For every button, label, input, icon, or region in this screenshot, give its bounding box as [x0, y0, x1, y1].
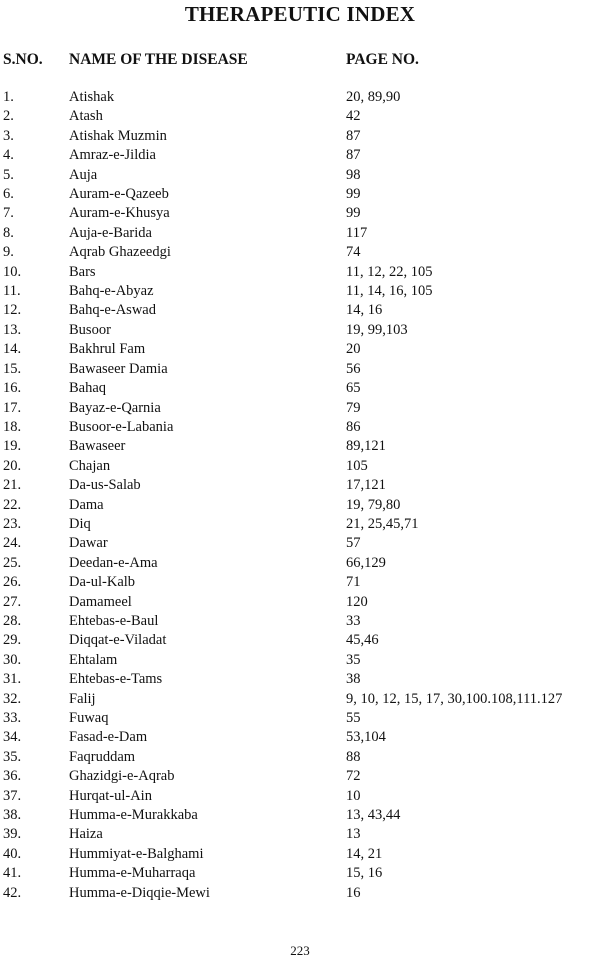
disease-name: Auram-e-Khusya: [69, 205, 170, 222]
serial-number: 38.: [3, 807, 22, 824]
serial-number: 3.: [3, 127, 14, 144]
index-row: [0, 185, 600, 204]
serial-number: 35.: [3, 748, 22, 765]
serial-number: 2.: [3, 108, 14, 125]
page-references: 99: [346, 205, 361, 222]
page-references: 89,121: [346, 438, 386, 455]
serial-number: 16.: [3, 380, 22, 397]
index-row: [0, 301, 600, 320]
disease-name: Falij: [69, 690, 96, 707]
page-references: 16: [346, 884, 361, 901]
index-row: [0, 166, 600, 185]
page-references: 56: [346, 360, 361, 377]
index-row: [0, 282, 600, 301]
page-references: 66,129: [346, 554, 386, 571]
disease-name: Fuwaq: [69, 710, 109, 726]
serial-number: 15.: [3, 360, 22, 377]
disease-name: Busoor-e-Labania: [69, 418, 174, 435]
page-references: 20, 89,90: [346, 89, 401, 105]
page-references: 79: [346, 399, 361, 416]
disease-name: Diqqat-e-Viladat: [69, 632, 167, 649]
serial-number: 18.: [3, 418, 22, 435]
index-row: [0, 418, 600, 437]
serial-number: 17.: [3, 399, 22, 416]
page-references: 9, 10, 12, 15, 17, 30,100.108,111.127: [346, 690, 563, 707]
disease-name: Humma-e-Murakkaba: [69, 807, 198, 824]
disease-name: Humma-e-Muharraqa: [69, 865, 196, 882]
index-row: [0, 884, 600, 903]
index-row: [0, 243, 600, 262]
disease-name: Auja-e-Barida: [69, 224, 152, 241]
page-references: 99: [346, 186, 361, 203]
index-row: [0, 845, 600, 864]
index-row: [0, 457, 600, 476]
page-references: 57: [346, 535, 361, 552]
page-references: 10: [346, 787, 361, 804]
index-row: [0, 107, 600, 126]
disease-name: Ehtalam: [69, 651, 118, 668]
serial-number: 22.: [3, 496, 22, 513]
index-row: [0, 360, 600, 379]
index-row: [0, 476, 600, 495]
serial-number: 26.: [3, 574, 22, 591]
index-row: [0, 437, 600, 456]
page-references: 15, 16: [346, 865, 383, 882]
index-row: [0, 379, 600, 398]
index-row: [0, 263, 600, 282]
table-header: [0, 51, 600, 69]
serial-number: 11.: [3, 283, 21, 300]
serial-number: 27.: [3, 593, 22, 610]
disease-name: Auja: [69, 166, 98, 183]
page-references: 45,46: [346, 632, 379, 649]
serial-number: 42.: [3, 884, 22, 901]
sno-header: S.NO.: [3, 51, 43, 68]
page-title: THERAPEUTIC INDEX: [184, 2, 416, 26]
serial-number: 7.: [3, 205, 14, 222]
page-references: 74: [346, 244, 361, 261]
index-row: [0, 593, 600, 612]
index-row: [0, 690, 600, 709]
serial-number: 24.: [3, 535, 22, 552]
index-row: [0, 554, 600, 573]
disease-name: Ghazidgi-e-Aqrab: [69, 768, 175, 785]
page-references: 13, 43,44: [346, 807, 401, 824]
serial-number: 4.: [3, 147, 14, 164]
index-row: [0, 651, 600, 670]
index-row: [0, 340, 600, 359]
serial-number: 32.: [3, 690, 22, 707]
disease-name: Chajan: [69, 457, 111, 474]
index-row: [0, 399, 600, 418]
index-row: [0, 728, 600, 747]
serial-number: 33.: [3, 710, 22, 726]
serial-number: 25.: [3, 554, 22, 571]
index-row: [0, 806, 600, 825]
page-references: 17,121: [346, 477, 386, 494]
page-references: 117: [346, 224, 368, 241]
page-footer-number: 223: [290, 943, 310, 958]
page-references: 20: [346, 341, 361, 358]
disease-name-header: NAME OF THE DISEASE: [69, 51, 248, 68]
page-references: 11, 14, 16, 105: [346, 283, 433, 300]
disease-name: Da-ul-Kalb: [69, 574, 136, 591]
index-row: [0, 224, 600, 243]
disease-name: Atishak: [69, 89, 115, 105]
page-references: 65: [346, 380, 361, 397]
disease-name: Busoor: [69, 321, 111, 338]
serial-number: 14.: [3, 341, 22, 358]
page-references: 13: [346, 826, 361, 843]
page-references: 11, 12, 22, 105: [346, 263, 433, 280]
serial-number: 23.: [3, 515, 22, 532]
index-row: [0, 748, 600, 767]
disease-name: Haiza: [69, 826, 103, 843]
page-references: 38: [346, 671, 361, 688]
page-references: 19, 99,103: [346, 321, 408, 338]
disease-name: Damameel: [69, 593, 132, 610]
index-row: [0, 321, 600, 340]
page-references: 53,104: [346, 729, 386, 746]
index-row: [0, 127, 600, 146]
page-references: 33: [346, 612, 361, 629]
serial-number: 6.: [3, 186, 14, 203]
index-row: [0, 496, 600, 515]
disease-name: Hurqat-ul-Ain: [69, 787, 152, 804]
serial-number: 19.: [3, 438, 22, 455]
disease-name: Faqruddam: [69, 748, 136, 765]
index-row: [0, 146, 600, 165]
index-row: [0, 573, 600, 592]
serial-number: 37.: [3, 787, 22, 804]
page-references: 88: [346, 748, 361, 765]
disease-name: Atishak Muzmin: [69, 127, 167, 144]
disease-name: Diq: [69, 515, 91, 532]
index-row: [0, 670, 600, 689]
disease-name: Ehtebas-e-Baul: [69, 612, 159, 629]
disease-name: Bahaq: [69, 380, 107, 397]
disease-name: Dama: [69, 496, 104, 513]
page-references: 105: [346, 457, 368, 474]
serial-number: 41.: [3, 865, 22, 882]
serial-number: 20.: [3, 457, 22, 474]
page-references: 98: [346, 166, 361, 183]
serial-number: 29.: [3, 632, 22, 649]
index-row: [0, 612, 600, 631]
disease-name: Fasad-e-Dam: [69, 729, 148, 746]
serial-number: 30.: [3, 651, 22, 668]
page-references: 55: [346, 710, 361, 726]
index-row: [0, 631, 600, 650]
serial-number: 28.: [3, 612, 22, 629]
serial-number: 40.: [3, 845, 22, 862]
serial-number: 8.: [3, 224, 14, 241]
page-references: 86: [346, 418, 361, 435]
page-references: 87: [346, 147, 361, 164]
disease-name: Bahq-e-Aswad: [69, 302, 156, 319]
serial-number: 21.: [3, 477, 22, 494]
serial-number: 31.: [3, 671, 22, 688]
page-references: 42: [346, 108, 361, 125]
page-references: 21, 25,45,71: [346, 515, 419, 532]
disease-name: Deedan-e-Ama: [69, 554, 158, 571]
disease-name: Bakhrul Fam: [69, 341, 146, 358]
serial-number: 10.: [3, 263, 22, 280]
disease-name: Da-us-Salab: [69, 477, 141, 494]
serial-number: 13.: [3, 321, 22, 338]
disease-name: Bahq-e-Abyaz: [69, 283, 154, 300]
serial-number: 12.: [3, 302, 22, 319]
serial-number: 36.: [3, 768, 22, 785]
disease-name: Ehtebas-e-Tams: [69, 671, 163, 688]
page-references: 87: [346, 127, 361, 144]
disease-name: Auram-e-Qazeeb: [69, 186, 169, 203]
disease-name: Bayaz-e-Qarnia: [69, 399, 161, 416]
index-row: [0, 515, 600, 534]
page-number-header: PAGE NO.: [346, 51, 419, 68]
page-references: 35: [346, 651, 361, 668]
index-row: [0, 534, 600, 553]
index-row: [0, 787, 600, 806]
disease-name: Dawar: [69, 535, 108, 552]
page-references: 19, 79,80: [346, 496, 401, 513]
page-references: 120: [346, 593, 368, 610]
disease-name: Aqrab Ghazeedgi: [69, 244, 171, 261]
serial-number: 9.: [3, 244, 14, 261]
index-row: [0, 825, 600, 844]
disease-name: Hummiyat-e-Balghami: [69, 845, 204, 862]
index-row: [0, 864, 600, 883]
disease-name: Bawaseer: [69, 438, 126, 455]
index-row: [0, 88, 600, 107]
page-references: 71: [346, 574, 361, 591]
index-list: [0, 88, 600, 903]
disease-name: Amraz-e-Jildia: [69, 147, 156, 164]
disease-name: Bawaseer Damia: [69, 360, 168, 377]
disease-name: Atash: [69, 108, 103, 125]
index-row: [0, 767, 600, 786]
index-row: [0, 709, 600, 728]
page-references: 72: [346, 768, 361, 785]
serial-number: 39.: [3, 826, 22, 843]
page-references: 14, 16: [346, 302, 383, 319]
serial-number: 5.: [3, 166, 14, 183]
serial-number: 1.: [3, 89, 14, 105]
disease-name: Bars: [69, 263, 96, 280]
page-references: 14, 21: [346, 845, 383, 862]
disease-name: Humma-e-Diqqie-Mewi: [69, 884, 210, 901]
serial-number: 34.: [3, 729, 22, 746]
index-row: [0, 204, 600, 223]
